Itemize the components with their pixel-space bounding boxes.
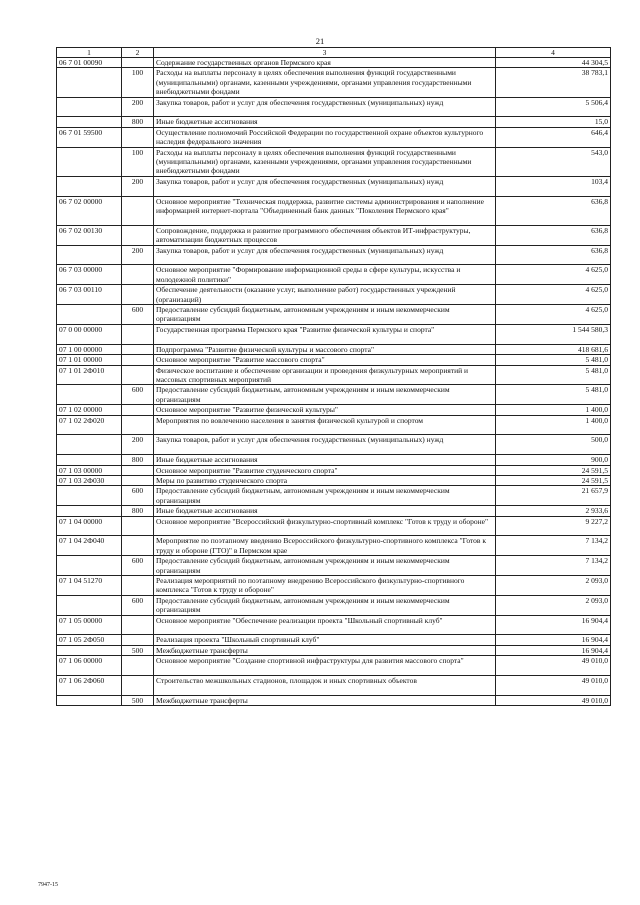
table-row	[57, 556, 611, 576]
row-name-cell: Предоставление субсидий бюджетным, автономным учреждениям и иным некоммерческим организациям	[154, 486, 496, 506]
table-row	[57, 656, 611, 676]
row-code-cell	[57, 455, 122, 465]
table-row	[57, 127, 611, 147]
table-row	[57, 355, 611, 365]
row-name-cell: Строительство межшкольных стадионов, площадок и иных спортивных объектов	[154, 676, 496, 696]
row-code-cell: 07 1 02 2Ф020	[57, 415, 122, 435]
column-header-amount: 4	[496, 48, 611, 58]
row-code-cell: 07 1 06 00000	[57, 656, 122, 676]
table-row	[57, 465, 611, 475]
row-code-cell	[57, 645, 122, 655]
row-code-cell: 06 7 03 00110	[57, 285, 122, 305]
row-expense-type-cell: 600	[122, 556, 154, 576]
row-expense-type-cell: 500	[122, 695, 154, 705]
table-row	[57, 435, 611, 455]
row-amount-cell: 9 227,2	[496, 516, 611, 536]
row-expense-type-cell: 200	[122, 176, 154, 196]
row-amount-cell: 103,4	[496, 176, 611, 196]
budget-table	[56, 47, 611, 706]
table-row	[57, 265, 611, 285]
row-expense-type-cell	[122, 475, 154, 485]
row-amount-cell: 2 933,6	[496, 506, 611, 516]
row-expense-type-cell	[122, 516, 154, 536]
row-name-cell: Основное мероприятие "Техническая поддержка, развитие системы администрирования и наполнение информацией интернет-портала "Объединенный банк данных "Поколения Пермского края"	[154, 196, 496, 225]
row-code-cell	[57, 245, 122, 265]
table-row	[57, 344, 611, 354]
row-amount-cell: 49 010,0	[496, 695, 611, 705]
row-name-cell: Закупка товаров, работ и услуг для обеспечения государственных (муниципальных) нужд	[154, 435, 496, 455]
row-name-cell: Сопровождение, поддержка и развитие программного обеспечения объектов ИТ-инфраструктуры, автоматизации бюджетных процессов	[154, 225, 496, 245]
row-code-cell: 06 7 02 00000	[57, 196, 122, 225]
table-row	[57, 305, 611, 325]
row-name-cell: Закупка товаров, работ и услуг для обеспечения государственных (муниципальных) нужд	[154, 176, 496, 196]
row-amount-cell: 7 134,2	[496, 556, 611, 576]
row-amount-cell: 900,0	[496, 455, 611, 465]
row-amount-cell: 4 625,0	[496, 285, 611, 305]
table-row	[57, 58, 611, 68]
table-row	[57, 405, 611, 415]
table-row	[57, 97, 611, 117]
row-name-cell: Предоставление субсидий бюджетным, автономным учреждениям и иным некоммерческим организациям	[154, 556, 496, 576]
column-header-expense-type: 2	[122, 48, 154, 58]
row-name-cell: Мероприятие по поэтапному введению Всероссийского физкультурно-спортивного комплекса "Готов к труду и обороне (ГТО)" в Пермском крае	[154, 536, 496, 556]
row-amount-cell: 2 093,0	[496, 595, 611, 615]
row-expense-type-cell	[122, 465, 154, 475]
row-amount-cell: 1 544 580,3	[496, 324, 611, 344]
table-row	[57, 615, 611, 635]
table-row	[57, 176, 611, 196]
row-amount-cell: 44 304,5	[496, 58, 611, 68]
row-name-cell: Межбюджетные трансферты	[154, 695, 496, 705]
table-header-row	[57, 48, 611, 58]
table-row	[57, 225, 611, 245]
column-header-name: 3	[154, 48, 496, 58]
row-code-cell: 07 1 04 51270	[57, 575, 122, 595]
row-expense-type-cell: 600	[122, 595, 154, 615]
row-code-cell	[57, 486, 122, 506]
row-code-cell	[57, 305, 122, 325]
row-name-cell: Основное мероприятие "Формирование информационной среды в сфере культуры, искусства и молодежной политики"	[154, 265, 496, 285]
row-expense-type-cell	[122, 127, 154, 147]
row-expense-type-cell: 200	[122, 435, 154, 455]
row-name-cell: Подпрограмма "Развитие физической культуры и массового спорта"	[154, 344, 496, 354]
row-code-cell: 07 1 00 00000	[57, 344, 122, 354]
row-name-cell: Предоставление субсидий бюджетным, автономным учреждениям и иным некоммерческим организациям	[154, 305, 496, 325]
row-expense-type-cell: 600	[122, 385, 154, 405]
table-row	[57, 516, 611, 536]
table-row	[57, 635, 611, 645]
row-code-cell: 07 1 06 2Ф060	[57, 676, 122, 696]
row-name-cell: Мероприятия по вовлечению населения в занятия физической культурой и спортом	[154, 415, 496, 435]
row-expense-type-cell: 800	[122, 455, 154, 465]
row-amount-cell: 38 783,1	[496, 68, 611, 97]
row-name-cell: Основное мероприятие "Всероссийский физкультурно-спортивный комплекс "Готов к труду и обороне"	[154, 516, 496, 536]
table-row	[57, 595, 611, 615]
row-code-cell: 07 1 03 00000	[57, 465, 122, 475]
table-row	[57, 645, 611, 655]
row-code-cell	[57, 176, 122, 196]
row-expense-type-cell	[122, 536, 154, 556]
row-expense-type-cell	[122, 265, 154, 285]
row-name-cell: Меры по развитию студенческого спорта	[154, 475, 496, 485]
row-name-cell: Реализация проекта "Школьный спортивный клуб"	[154, 635, 496, 645]
row-expense-type-cell	[122, 415, 154, 435]
row-name-cell: Иные бюджетные ассигнования	[154, 117, 496, 127]
row-expense-type-cell: 100	[122, 68, 154, 97]
row-expense-type-cell	[122, 656, 154, 676]
row-code-cell: 07 1 03 2Ф030	[57, 475, 122, 485]
row-code-cell	[57, 435, 122, 455]
row-expense-type-cell	[122, 575, 154, 595]
row-code-cell: 07 1 05 00000	[57, 615, 122, 635]
row-amount-cell: 1 400,0	[496, 415, 611, 435]
row-expense-type-cell	[122, 58, 154, 68]
row-code-cell: 07 1 01 00000	[57, 355, 122, 365]
row-amount-cell: 4 625,0	[496, 305, 611, 325]
row-code-cell	[57, 68, 122, 97]
row-expense-type-cell: 500	[122, 645, 154, 655]
row-code-cell: 06 7 01 00090	[57, 58, 122, 68]
table-row	[57, 455, 611, 465]
row-code-cell	[57, 595, 122, 615]
row-expense-type-cell: 200	[122, 97, 154, 117]
row-amount-cell: 49 010,0	[496, 676, 611, 696]
row-amount-cell: 5 506,4	[496, 97, 611, 117]
row-amount-cell: 5 481,0	[496, 365, 611, 385]
table-body	[57, 58, 611, 706]
row-expense-type-cell: 800	[122, 117, 154, 127]
row-expense-type-cell: 600	[122, 486, 154, 506]
table-row	[57, 536, 611, 556]
row-expense-type-cell	[122, 355, 154, 365]
row-expense-type-cell	[122, 344, 154, 354]
row-code-cell	[57, 385, 122, 405]
table-row	[57, 475, 611, 485]
row-amount-cell: 49 010,0	[496, 656, 611, 676]
document-footer-code: 7947-15	[38, 882, 58, 888]
table-row	[57, 245, 611, 265]
table-row	[57, 486, 611, 506]
row-amount-cell: 418 681,6	[496, 344, 611, 354]
row-amount-cell: 500,0	[496, 435, 611, 455]
row-name-cell: Закупка товаров, работ и услуг для обеспечения государственных (муниципальных) нужд	[154, 245, 496, 265]
row-expense-type-cell	[122, 285, 154, 305]
row-amount-cell: 5 481,0	[496, 385, 611, 405]
row-expense-type-cell	[122, 635, 154, 645]
row-code-cell: 07 1 02 00000	[57, 405, 122, 415]
row-expense-type-cell: 800	[122, 506, 154, 516]
row-name-cell: Иные бюджетные ассигнования	[154, 455, 496, 465]
row-name-cell: Осуществление полномочий Российской Федерации по государственной охране объектов культурного наследия федерального значения	[154, 127, 496, 147]
row-expense-type-cell: 200	[122, 245, 154, 265]
table-row	[57, 196, 611, 225]
row-name-cell: Государственная программа Пермского края "Развитие физической культуры и спорта"	[154, 324, 496, 344]
row-expense-type-cell	[122, 676, 154, 696]
column-header-code: 1	[57, 48, 122, 58]
row-expense-type-cell: 600	[122, 305, 154, 325]
row-expense-type-cell	[122, 405, 154, 415]
table-row	[57, 695, 611, 705]
row-name-cell: Предоставление субсидий бюджетным, автономным учреждениям и иным некоммерческим организациям	[154, 595, 496, 615]
row-expense-type-cell: 100	[122, 147, 154, 176]
table-row	[57, 506, 611, 516]
row-name-cell: Основное мероприятие "Создание спортивной инфраструктуры для развития массового спорта"	[154, 656, 496, 676]
row-amount-cell: 636,8	[496, 245, 611, 265]
row-name-cell: Содержание государственных органов Пермского края	[154, 58, 496, 68]
row-amount-cell: 16 904,4	[496, 615, 611, 635]
row-amount-cell: 543,0	[496, 147, 611, 176]
row-code-cell: 07 1 04 2Ф040	[57, 536, 122, 556]
row-expense-type-cell	[122, 196, 154, 225]
row-amount-cell: 4 625,0	[496, 265, 611, 285]
row-code-cell	[57, 556, 122, 576]
row-name-cell: Реализация мероприятий по поэтапному внедрению Всероссийского физкультурно-спортивного комплекса "Готов к труду и обороне"	[154, 575, 496, 595]
row-amount-cell: 16 904,4	[496, 645, 611, 655]
row-amount-cell: 21 657,9	[496, 486, 611, 506]
row-expense-type-cell	[122, 615, 154, 635]
row-name-cell: Предоставление субсидий бюджетным, автономным учреждениям и иным некоммерческим организациям	[154, 385, 496, 405]
table-row	[57, 385, 611, 405]
row-amount-cell: 5 481,0	[496, 355, 611, 365]
row-name-cell: Основное мероприятие "Развитие массового спорта"	[154, 355, 496, 365]
row-amount-cell: 636,8	[496, 196, 611, 225]
row-amount-cell: 646,4	[496, 127, 611, 147]
row-name-cell: Расходы на выплаты персоналу в целях обеспечения выполнения функций государственными (муниципальными) органами, казенными учреждениями, органами управления государственными внебюджетными фондами	[154, 68, 496, 97]
row-name-cell: Обеспечение деятельности (оказание услуг, выполнение работ) государственных учреждений (организаций)	[154, 285, 496, 305]
row-code-cell	[57, 147, 122, 176]
row-code-cell	[57, 117, 122, 127]
row-expense-type-cell	[122, 324, 154, 344]
row-name-cell: Межбюджетные трансферты	[154, 645, 496, 655]
table-row	[57, 285, 611, 305]
row-code-cell: 07 1 01 2Ф010	[57, 365, 122, 385]
row-code-cell	[57, 695, 122, 705]
row-code-cell: 07 1 04 00000	[57, 516, 122, 536]
row-amount-cell: 15,0	[496, 117, 611, 127]
row-name-cell: Расходы на выплаты персоналу в целях обеспечения выполнения функций государственными (муниципальными) органами, казенными учреждениями, органами управления государственными внебюджетными фондами	[154, 147, 496, 176]
table-row	[57, 575, 611, 595]
row-name-cell: Иные бюджетные ассигнования	[154, 506, 496, 516]
table-row	[57, 365, 611, 385]
row-code-cell: 07 1 05 2Ф050	[57, 635, 122, 645]
row-amount-cell: 24 591,5	[496, 475, 611, 485]
row-code-cell: 06 7 01 59500	[57, 127, 122, 147]
table-row	[57, 415, 611, 435]
page-number: 21	[315, 36, 325, 46]
row-expense-type-cell	[122, 225, 154, 245]
table-row	[57, 676, 611, 696]
row-amount-cell: 24 591,5	[496, 465, 611, 475]
row-code-cell: 06 7 03 00000	[57, 265, 122, 285]
row-code-cell: 06 7 02 00130	[57, 225, 122, 245]
row-code-cell	[57, 97, 122, 117]
row-name-cell: Основное мероприятие "Обеспечение реализации проекта "Школьный спортивный клуб"	[154, 615, 496, 635]
row-code-cell	[57, 506, 122, 516]
row-name-cell: Основное мероприятие "Развитие студенческого спорта"	[154, 465, 496, 475]
table-row	[57, 117, 611, 127]
table-row	[57, 68, 611, 97]
row-name-cell: Физическое воспитание и обеспечение организации и проведения физкультурных мероприятий и массовых спортивных мероприятий	[154, 365, 496, 385]
row-amount-cell: 636,8	[496, 225, 611, 245]
table-row	[57, 147, 611, 176]
row-code-cell: 07 0 00 00000	[57, 324, 122, 344]
table-row	[57, 324, 611, 344]
row-amount-cell: 1 400,0	[496, 405, 611, 415]
row-amount-cell: 7 134,2	[496, 536, 611, 556]
row-amount-cell: 2 093,0	[496, 575, 611, 595]
row-name-cell: Закупка товаров, работ и услуг для обеспечения государственных (муниципальных) нужд	[154, 97, 496, 117]
row-amount-cell: 16 904,4	[496, 635, 611, 645]
row-expense-type-cell	[122, 365, 154, 385]
row-name-cell: Основное мероприятие "Развитие физической культуры"	[154, 405, 496, 415]
